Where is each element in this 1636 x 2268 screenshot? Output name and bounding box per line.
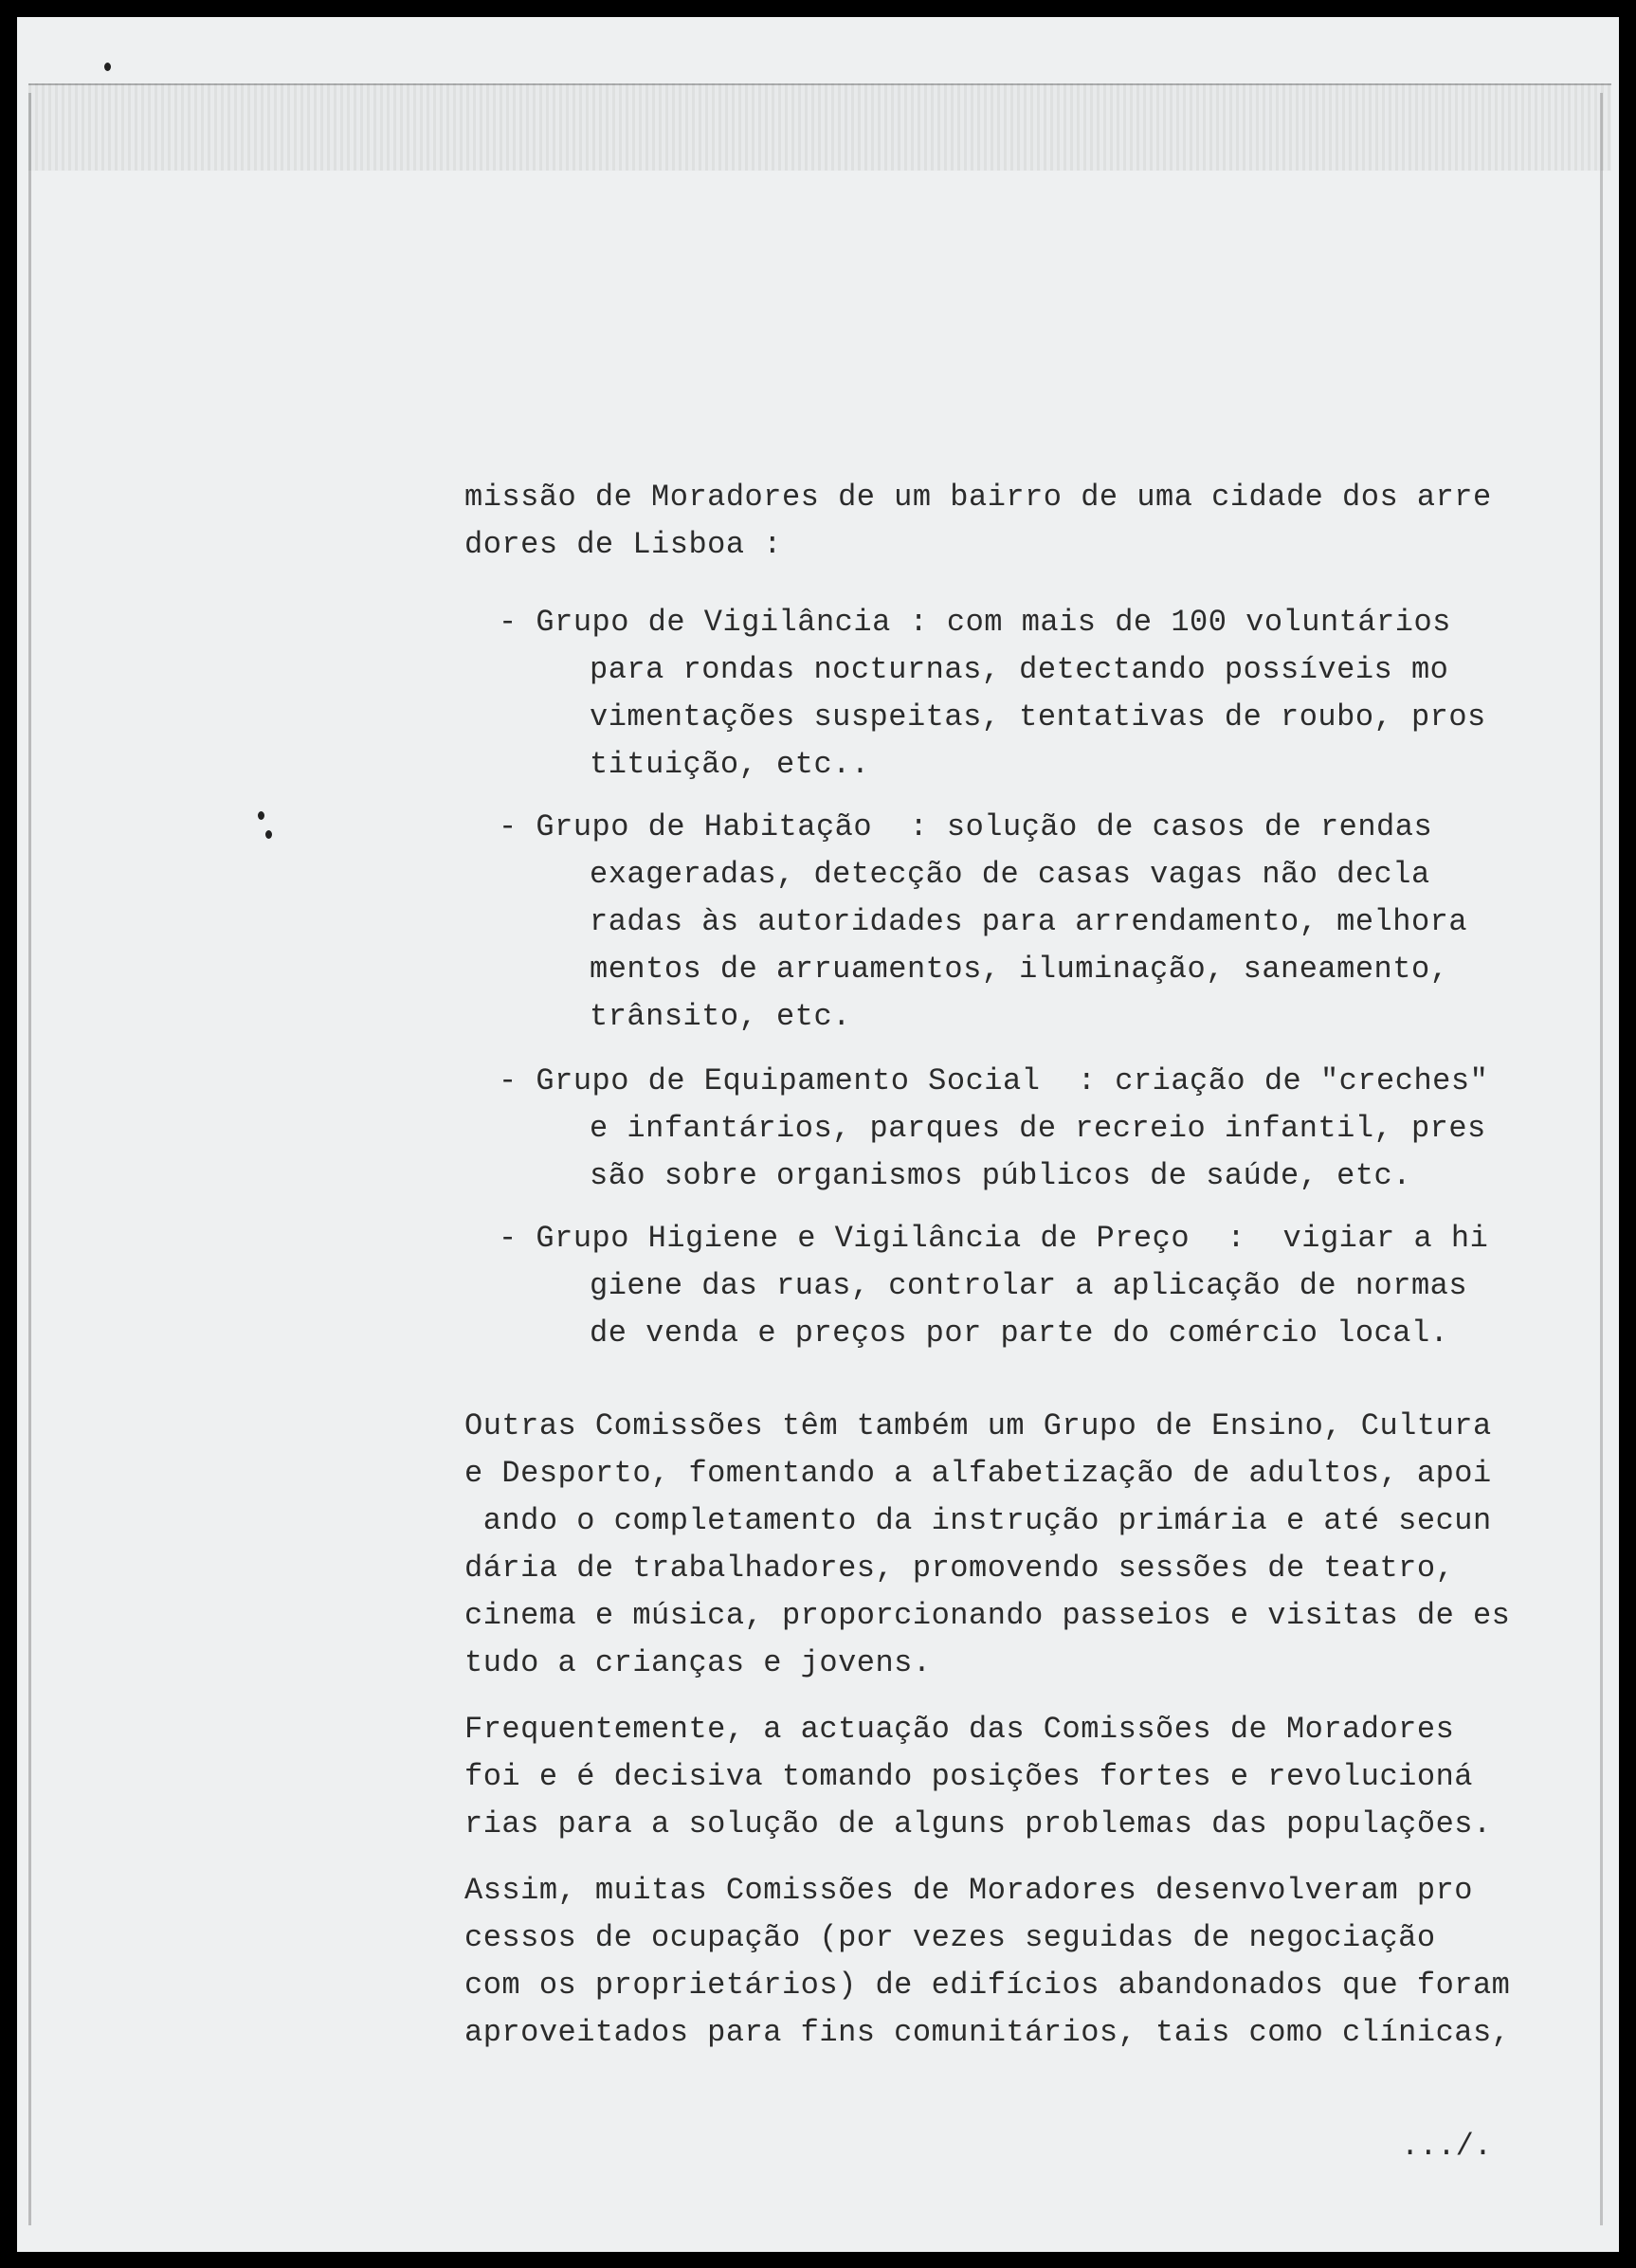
scan-artifact-band [28,83,1611,171]
text-line: com os proprietários) de edifícios abandonados que foram [464,1968,1511,2003]
text-line: Assim, muitas Comissões de Moradores desenvolveram pro [464,1873,1473,1908]
text-line: cessos de ocupação (por vezes seguidas de negociação [464,1920,1436,1955]
text-line: vimentações suspeitas, tentativas de roubo, pros [590,699,1486,735]
continuation-mark: .../. [1401,2129,1493,2164]
text-line: - Grupo de Vigilância : com mais de 100 voluntários [499,605,1451,640]
scan-edge-left [28,93,31,2225]
text-line: exageradas, detecção de casas vagas não decla [590,857,1430,892]
text-line: e infantários, parques de recreio infantil, pres [590,1111,1486,1146]
group-higiene [499,1221,1489,1396]
ink-speck [104,63,111,71]
text-line: e Desporto, fomentando a alfabetização de adultos, apoi [464,1456,1492,1491]
text-line: mentos de arruamentos, iluminação, saneamento, [590,952,1449,987]
text-line: missão de Moradores de um bairro de uma cidade dos arre [464,480,1492,515]
text-line: trânsito, etc. [590,999,851,1034]
text-line: giene das ruas, controlar a aplicação de normas [590,1268,1468,1303]
text-line: aproveitados para fins comunitários, tais como clínicas, [464,2015,1511,2050]
text-line: radas às autoridades para arrendamento, melhora [590,904,1468,939]
text-line: - Grupo de Habitação : solução de casos de rendas [499,809,1433,844]
text-line: Outras Comissões têm também um Grupo de Ensino, Cultura [464,1408,1492,1443]
text-line: tudo a crianças e jovens. [464,1645,932,1680]
document-page [17,17,1619,2252]
text-line: foi e é decisiva tomando posições fortes e revolucioná [464,1759,1473,1794]
text-line: dária de trabalhadores, promovendo sessões de teatro, [464,1551,1455,1586]
ink-speck [265,830,272,839]
text-line: - Grupo de Equipamento Social : criação de "creches" [499,1063,1489,1098]
text-line: de venda e preços por parte do comércio local. [590,1315,1449,1351]
group-habitacao [499,809,1468,1055]
paragraph-outras-comissoes [464,1408,1511,1689]
paragraph-frequentemente [464,1712,1492,1887]
text-line: tituição, etc.. [590,747,870,782]
text-line: - Grupo Higiene e Vigilância de Preço : vigiar a hi [499,1221,1489,1256]
text-line: são sobre organismos públicos de saúde, etc. [590,1158,1411,1193]
intro-block [464,480,1492,620]
paragraph-assim [464,1873,1511,2083]
group-vigilancia [499,605,1486,815]
ink-speck [258,811,264,820]
text-line: ando o completamento da instrução primária e até secun [464,1503,1492,1538]
text-line: rias para a solução de alguns problemas das populações. [464,1806,1492,1842]
text-line: cinema e música, proporcionando passeios e visitas de es [464,1598,1511,1633]
text-line: Frequentemente, a actuação das Comissões de Moradores [464,1712,1455,1747]
text-line: para rondas nocturnas, detectando possíveis mo [590,652,1449,687]
scan-edge-right [1600,93,1603,2225]
text-line: dores de Lisboa : [464,527,782,562]
